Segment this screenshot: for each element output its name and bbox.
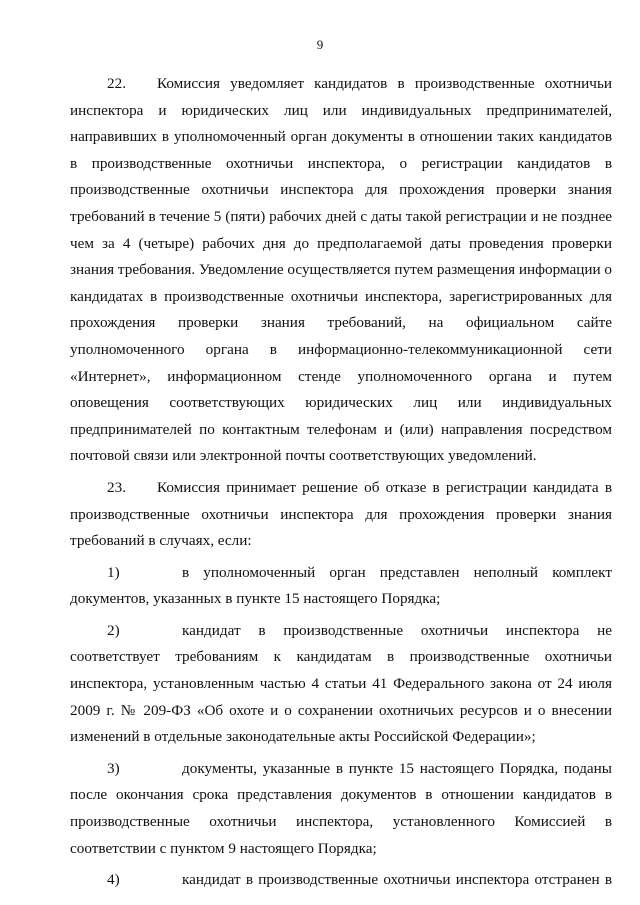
list-item-4 [70, 867, 612, 894]
list-item-text: в уполномоченный орган представлен неполный комплект документов, указанных в пункте 15 настоящего Порядка; [70, 563, 612, 608]
list-item-text: кандидат в производственные охотничьи инспектора отстранен в [182, 871, 612, 889]
paragraph-text: Комиссия принимает решение об отказе в регистрации кандидата в производственные охотничьи инспектора для прохождения проверки знания требований в случаях, если: [70, 478, 612, 550]
paragraph-23 [70, 475, 612, 555]
list-item-2 [70, 618, 612, 751]
list-marker: 1) [107, 563, 120, 581]
list-item-3 [70, 756, 612, 862]
document-body [70, 71, 612, 894]
paragraph-22 [70, 71, 612, 470]
list-item-text: документы, указанные в пункте 15 настоящего Порядка, поданы после окончания срока представления документов в отношении кандидатов в производственные охотничьи инспектора, установленного Комиссией в соответствии с пунктом 9 настоящего Порядка; [70, 759, 612, 857]
list-item-text: кандидат в производственные охотничьи инспектора не соответствует требованиям к кандидатам в производственные охотничьи инспектора, установленным частью 4 статьи 41 Федерального закона от 24 июля 2009 г. № 209-ФЗ «Об охоте и о сохранении охотничьих ресурсов и о внесении изменений в отдельные законодательные акты Российской Федерации»; [70, 621, 612, 746]
list-marker: 4) [107, 871, 120, 889]
page-number: 9 [316, 37, 324, 52]
list-item-1 [70, 560, 612, 613]
paragraph-number: 22. [107, 75, 126, 92]
list-marker: 2) [107, 621, 120, 639]
paragraph-text: Комиссия уведомляет кандидатов в производственные охотничьи инспектора и юридических лиц или индивидуальных предпринимателей, направивших в уполномоченный орган документы в отношении таких кандидатов в производственные охотничьи инспектора, о регистрации кандидатов в производственные охотничьи инспектора для прохождения проверки знания требований в течение 5 (пяти) рабочих дней с даты такой регистрации и не позднее чем за 4 (четыре) рабочих дня до предполагаемой даты проведения проверки знания требования. Уведомление осуществляется путем размещения информации о кандидатах в производственные охотничьи инспектора, зарегистрированных для прохождения проверки знания требований, на официальном сайте уполномоченного органа в информационно-телекоммуникационной сети «Интернет», информационном стенде уполномоченного органа и путем оповещения соответствующих юридических лиц или индивидуальных предпринимателей по контактным телефонам и (или) направления посредством почтовой связи или электронной почты соответствующих уведомлений. [70, 75, 612, 465]
list-marker: 3) [107, 759, 120, 777]
paragraph-number: 23. [107, 478, 126, 496]
